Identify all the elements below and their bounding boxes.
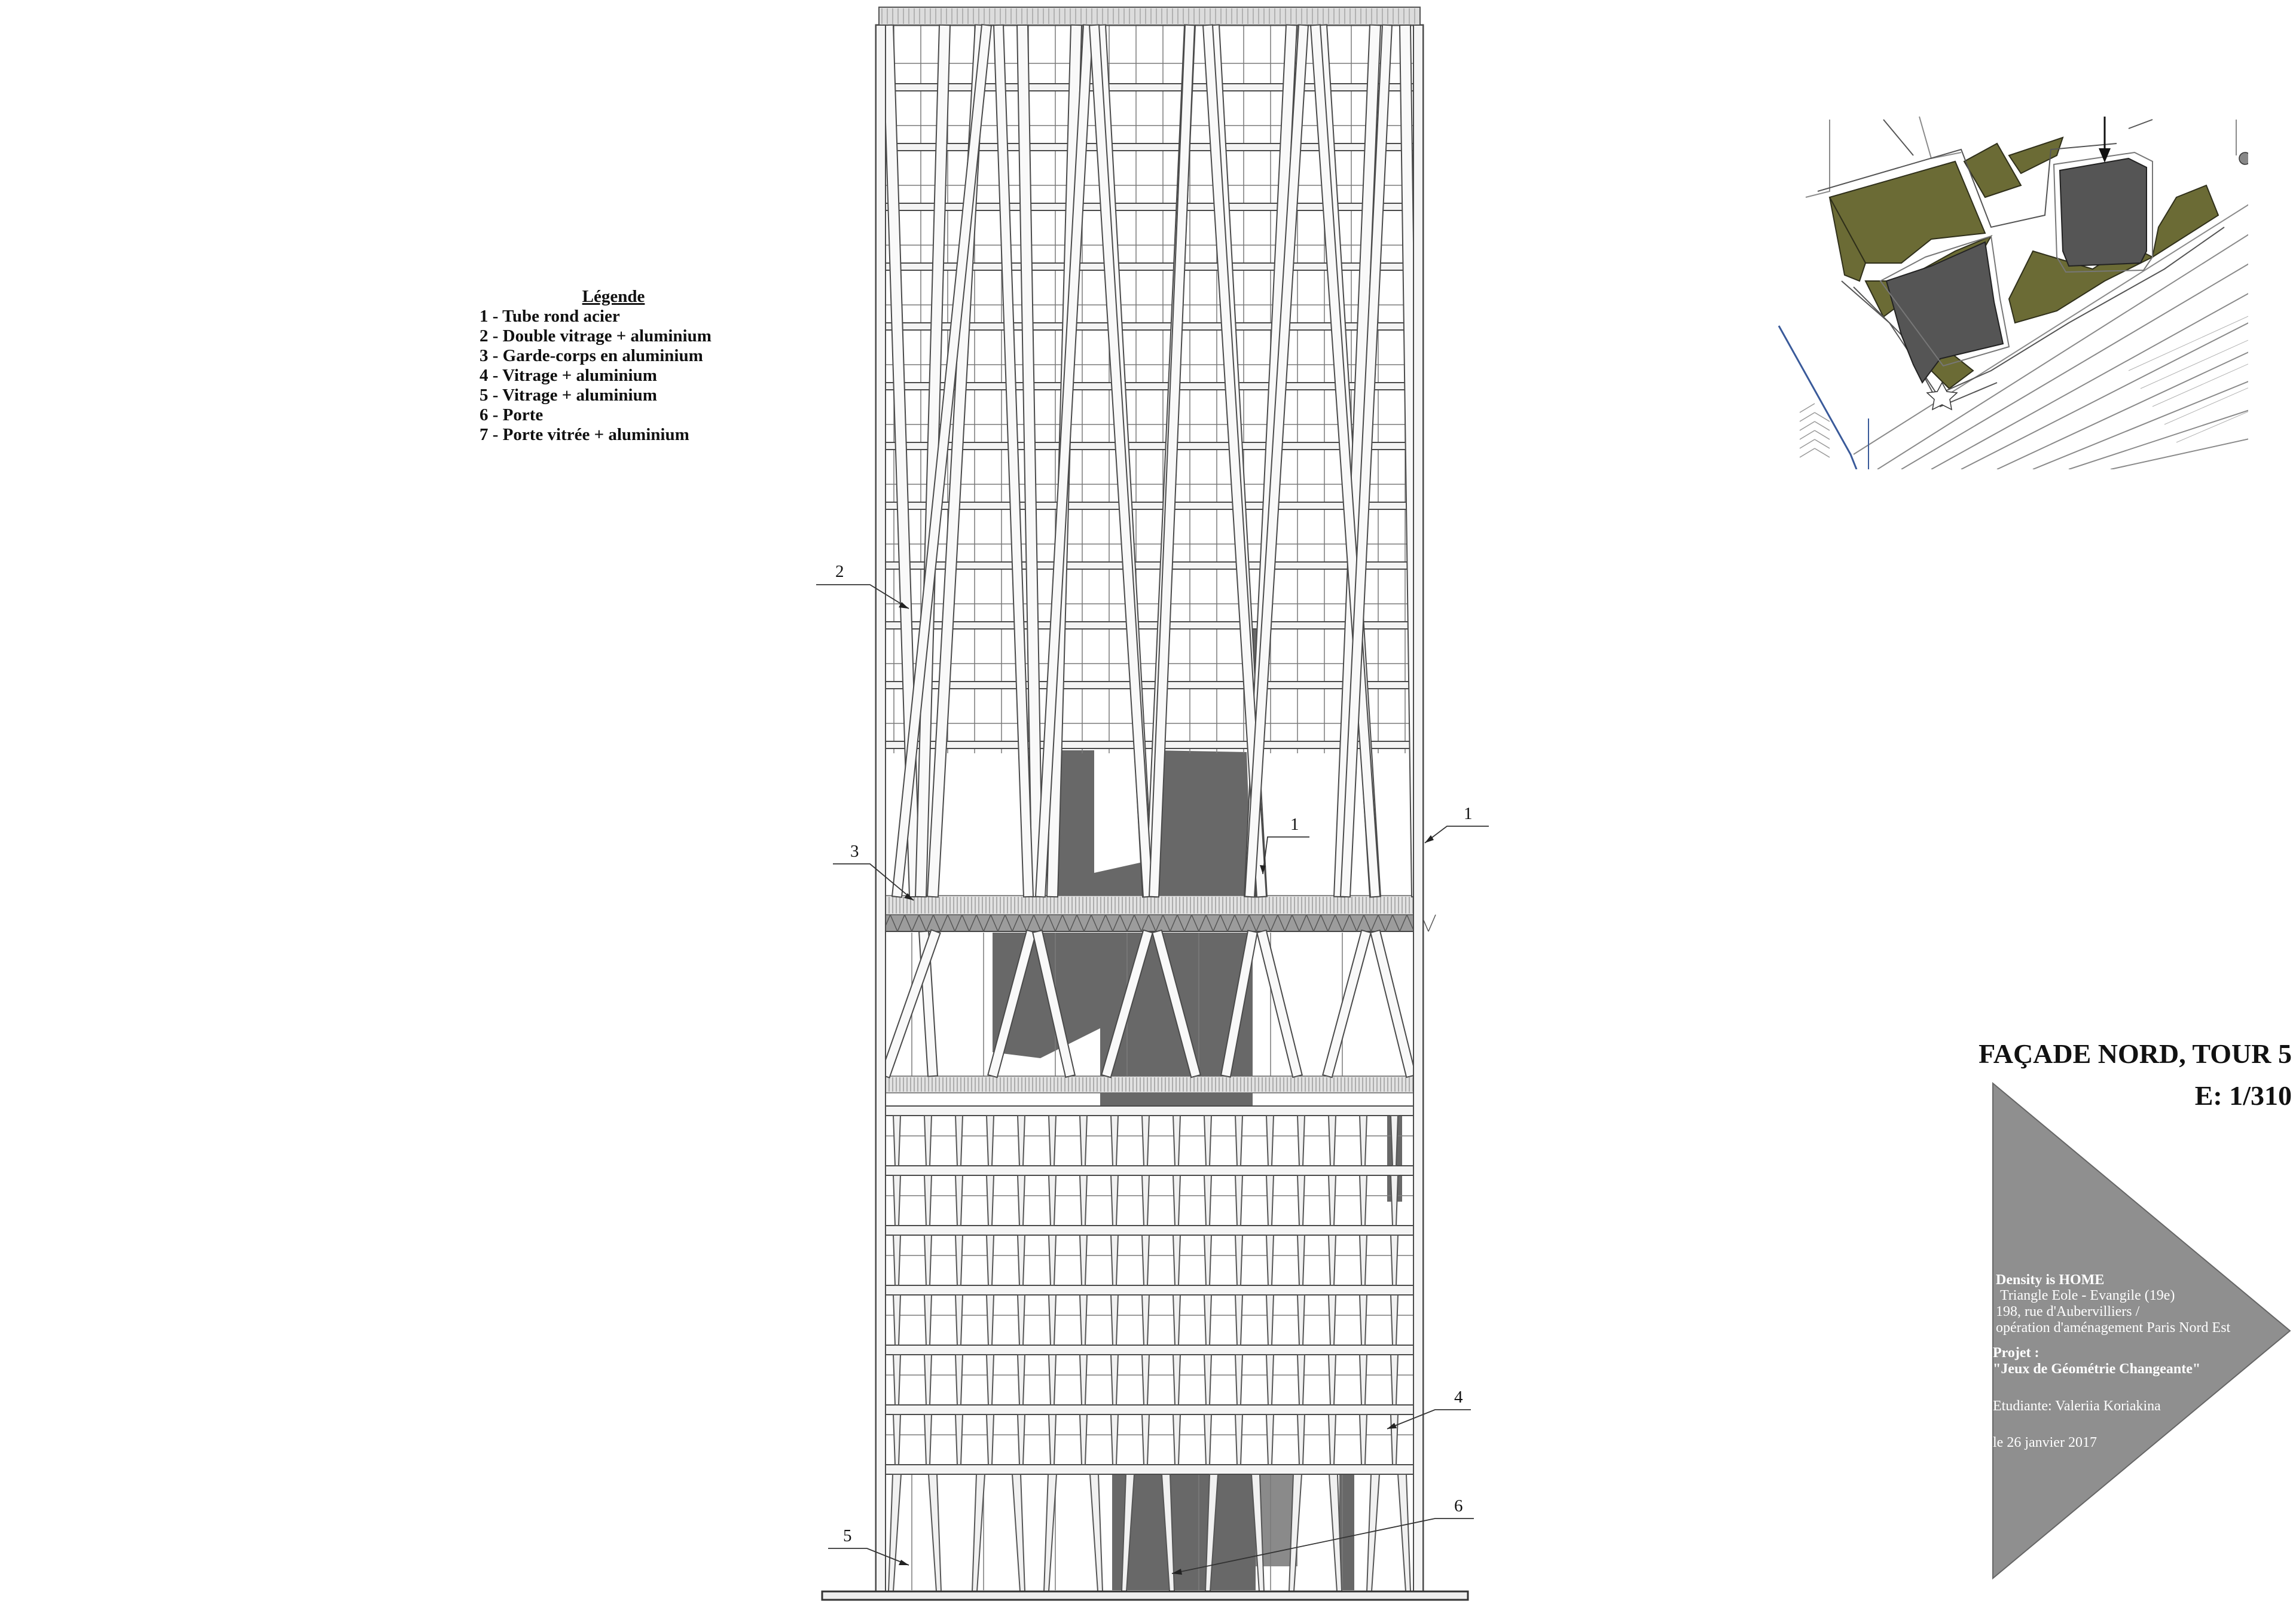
cartouche-project-name: Density is HOME — [1996, 1272, 2105, 1288]
legend-item: 1 - Tube rond acier — [480, 307, 620, 326]
cartouche-site-line2: 198, rue d'Aubervilliers / — [1996, 1304, 2140, 1319]
cartouche-site-line3: opération d'aménagement Paris Nord Est — [1996, 1320, 2231, 1336]
ground-base — [822, 1591, 1468, 1600]
legend-item: 7 - Porte vitrée + aluminium — [480, 425, 689, 444]
callout-label-5: 5 — [843, 1526, 852, 1545]
legend-item: 6 - Porte — [480, 405, 544, 424]
cartouche-student: Etudiante: Valeriia Koriakina — [1993, 1398, 2161, 1414]
legend-item: 4 - Vitrage + aluminium — [480, 366, 657, 385]
callout-label-4: 4 — [1454, 1388, 1463, 1407]
legend-item: 5 - Vitrage + aluminium — [480, 386, 657, 405]
cartouche-project-label: Projet : — [1993, 1345, 2039, 1361]
sheet-scale: E: 1/310 — [2194, 1080, 2292, 1111]
legend-item: 3 - Garde-corps en aluminium — [480, 346, 703, 365]
legend-item: 2 - Double vitrage + aluminium — [480, 326, 712, 346]
site-plan-key-map — [1764, 105, 2260, 472]
callout-label-1-right: 1 — [1464, 804, 1473, 823]
callout-label-3: 3 — [850, 842, 859, 861]
callout-label-1-center: 1 — [1290, 815, 1299, 834]
cartouche-date: le 26 janvier 2017 — [1993, 1435, 2097, 1450]
cartouche-project-title: "Jeux de Géométrie Changeante" — [1993, 1361, 2201, 1377]
sheet-title: FAÇADE NORD, TOUR 5 — [1979, 1038, 2292, 1069]
roof-parapet — [879, 7, 1420, 25]
legend-title: Légende — [582, 287, 645, 306]
cartouche-site-line1: Triangle Eole - Evangile (19e) — [2000, 1288, 2175, 1303]
callout-label-6: 6 — [1454, 1496, 1463, 1516]
building-footprint-tower — [2060, 158, 2147, 266]
callout-label-2: 2 — [835, 562, 844, 581]
